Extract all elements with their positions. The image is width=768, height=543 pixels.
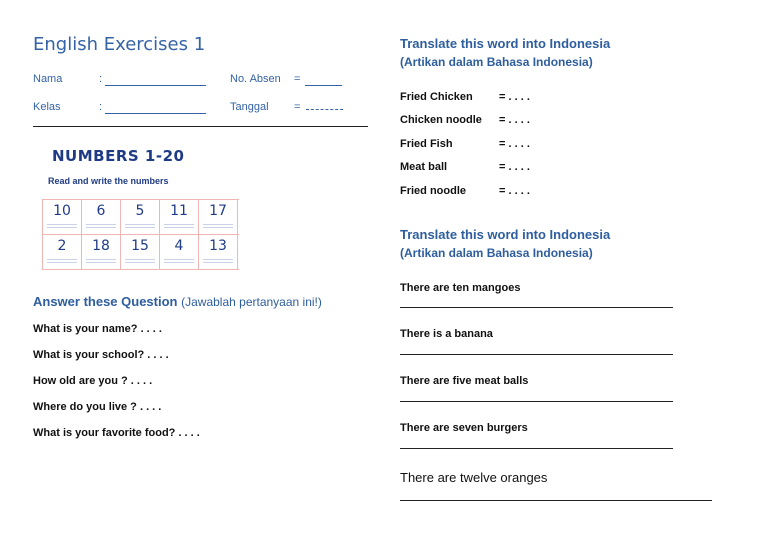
questions-heading-id: (Jawablah pertanyaan ini!) [181, 295, 322, 309]
question-item: What is your favorite food? . . . . [33, 427, 200, 439]
number-cell: 10 [43, 199, 82, 234]
word-item: Meat ball [400, 161, 448, 173]
sentence-item: There are seven burgers [400, 422, 528, 434]
number-cell: 15 [121, 234, 160, 269]
nama-label: Nama [33, 73, 63, 85]
word-answer: = . . . . [499, 185, 530, 197]
number-cell: 17 [199, 199, 238, 234]
word-item: Fried Fish [400, 138, 453, 150]
answer-line[interactable] [400, 401, 673, 402]
tanggal-field[interactable] [306, 109, 343, 110]
sentence-item: There is a banana [400, 328, 493, 340]
numbers-title: NUMBERS 1-20 [52, 147, 185, 165]
kelas-field[interactable] [105, 103, 206, 114]
answer-line[interactable] [400, 307, 673, 308]
question-item: What is your name? . . . . [33, 323, 162, 335]
translate-sentences-subheading: (Artikan dalam Bahasa Indonesia) [400, 246, 593, 260]
number-cell: 5 [121, 199, 160, 234]
numbers-instruction: Read and write the numbers [48, 176, 169, 186]
kelas-label: Kelas [33, 101, 61, 113]
kelas-separator: : [99, 101, 103, 113]
answer-line[interactable] [400, 448, 673, 449]
word-answer: = . . . . [499, 114, 530, 126]
nama-field[interactable] [105, 75, 206, 86]
word-answer: = . . . . [499, 161, 530, 173]
sentence-item: There are five meat balls [400, 375, 529, 387]
translate-sentences-heading: Translate this word into Indonesia [400, 227, 611, 242]
number-cell: 18 [82, 234, 121, 269]
number-cell: 11 [160, 199, 199, 234]
question-item: Where do you live ? . . . . [33, 401, 162, 413]
numbers-grid [42, 199, 239, 270]
tanggal-separator: = [294, 101, 301, 113]
word-answer: = . . . . [499, 138, 530, 150]
answer-line[interactable] [400, 354, 673, 355]
word-answer: = . . . . [499, 91, 530, 103]
word-item: Fried noodle [400, 185, 466, 197]
grid-line [43, 269, 239, 270]
word-item: Chicken noodle [400, 114, 482, 126]
nama-separator: : [99, 73, 103, 85]
translate-words-heading: Translate this word into Indonesia [400, 36, 611, 51]
number-cell: 4 [160, 234, 199, 269]
word-item: Fried Chicken [400, 91, 473, 103]
no-absen-label: No. Absen [230, 73, 281, 85]
tanggal-label: Tanggal [230, 101, 269, 113]
no-absen-field[interactable] [305, 75, 342, 86]
worksheet-title: English Exercises 1 [33, 34, 206, 55]
sentence-item: There are twelve oranges [400, 470, 548, 485]
questions-heading [33, 294, 322, 309]
number-cell: 2 [43, 234, 82, 269]
questions-heading-en: Answer these Question [33, 294, 178, 309]
question-item: How old are you ? . . . . [33, 375, 153, 387]
number-cell: 6 [82, 199, 121, 234]
sentence-item: There are ten mangoes [400, 282, 521, 294]
question-item: What is your school? . . . . [33, 349, 169, 361]
no-absen-separator: = [294, 73, 301, 85]
translate-words-subheading: (Artikan dalam Bahasa Indonesia) [400, 55, 593, 69]
number-cell: 13 [199, 234, 238, 269]
header-divider [33, 126, 368, 127]
answer-line[interactable] [400, 500, 712, 501]
